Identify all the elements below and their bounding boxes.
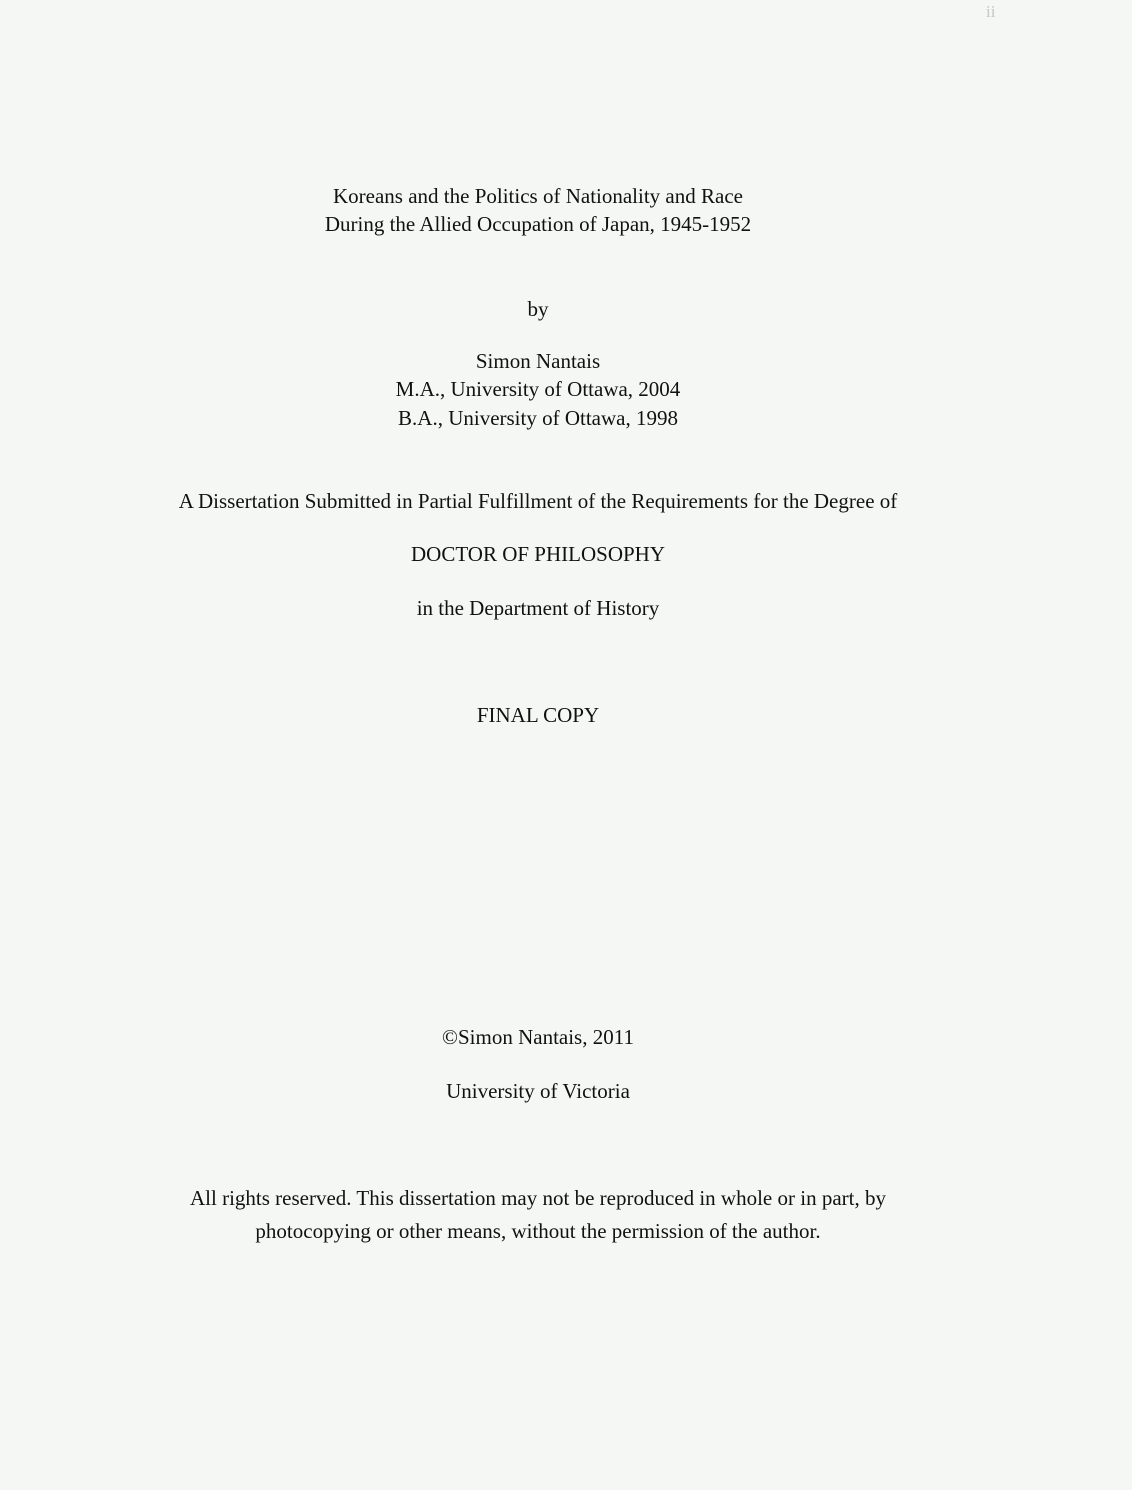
submission-statement: A Dissertation Submitted in Partial Fulfillment of the Requirements for the Degree of [178, 489, 898, 513]
rights-line-2: photocopying or other means, without the permission of the author. [255, 1219, 821, 1243]
page-number: ii [986, 2, 996, 21]
final-copy-label: FINAL COPY [476, 703, 600, 727]
author-degree-ba: B.A., University of Ottawa, 1998 [398, 406, 678, 430]
copyright-notice: ©Simon Nantais, 2011 [442, 1025, 634, 1049]
by-label: by [527, 297, 549, 321]
author-name: Simon Nantais [475, 349, 601, 373]
author-degree-ma: M.A., University of Ottawa, 2004 [395, 377, 681, 401]
title-line-2: During the Allied Occupation of Japan, 1945-1952 [324, 212, 752, 236]
department-line: in the Department of History [416, 596, 660, 620]
degree-name: DOCTOR OF PHILOSOPHY [411, 542, 665, 566]
rights-line-1: All rights reserved. This dissertation may not be reproduced in whole or in part, by [190, 1186, 886, 1210]
title-line-1: Koreans and the Politics of Nationality and Race [333, 184, 743, 208]
university-name: University of Victoria [446, 1079, 630, 1103]
